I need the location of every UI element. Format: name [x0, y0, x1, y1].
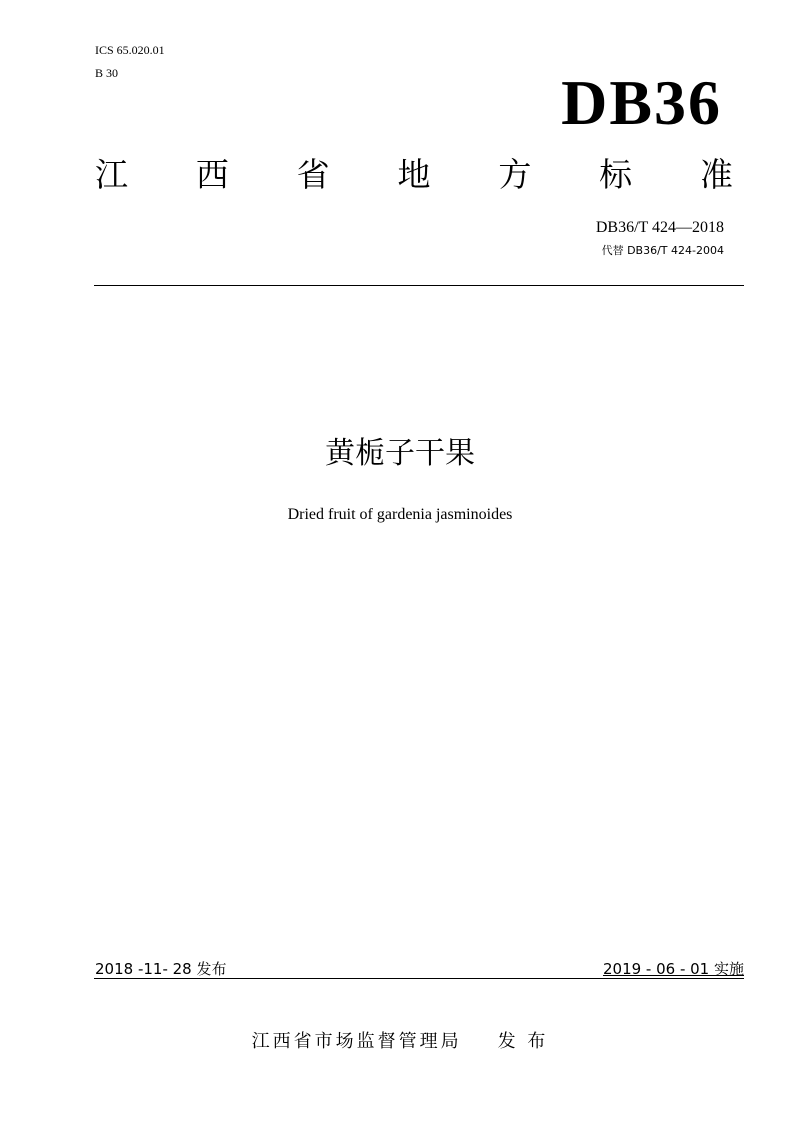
standard-type-title	[95, 152, 733, 198]
db-code-logo: DB36	[561, 67, 722, 138]
footer-divider	[94, 978, 744, 979]
title-char: 地	[397, 155, 431, 194]
document-title-cn: 黄栀子干果	[325, 436, 475, 471]
ics-code: ICS 65.020.01	[95, 43, 165, 57]
header-divider	[94, 285, 744, 286]
standard-number: DB36/T 424—2018	[595, 219, 724, 236]
document-title-en: Dried fruit of gardenia jasminoides	[287, 506, 513, 523]
implementation-date: 2019 - 06 - 01 实施	[602, 960, 744, 978]
replaces-standard: 代替 DB36/T 424-2004	[601, 244, 724, 257]
title-char: 江	[95, 155, 128, 194]
publisher-name: 江西省市场监督管理局	[251, 1031, 462, 1052]
publish-label: 发 布	[497, 1031, 549, 1052]
publisher-line	[0, 1030, 800, 1054]
ccs-code: B 30	[95, 66, 119, 80]
title-char: 西	[195, 155, 229, 194]
title-char: 省	[296, 155, 330, 194]
title-char: 标	[599, 155, 633, 194]
title-char: 准	[699, 155, 733, 194]
issue-date: 2018 -11- 28 发布	[95, 960, 227, 978]
title-char: 方	[498, 155, 532, 194]
